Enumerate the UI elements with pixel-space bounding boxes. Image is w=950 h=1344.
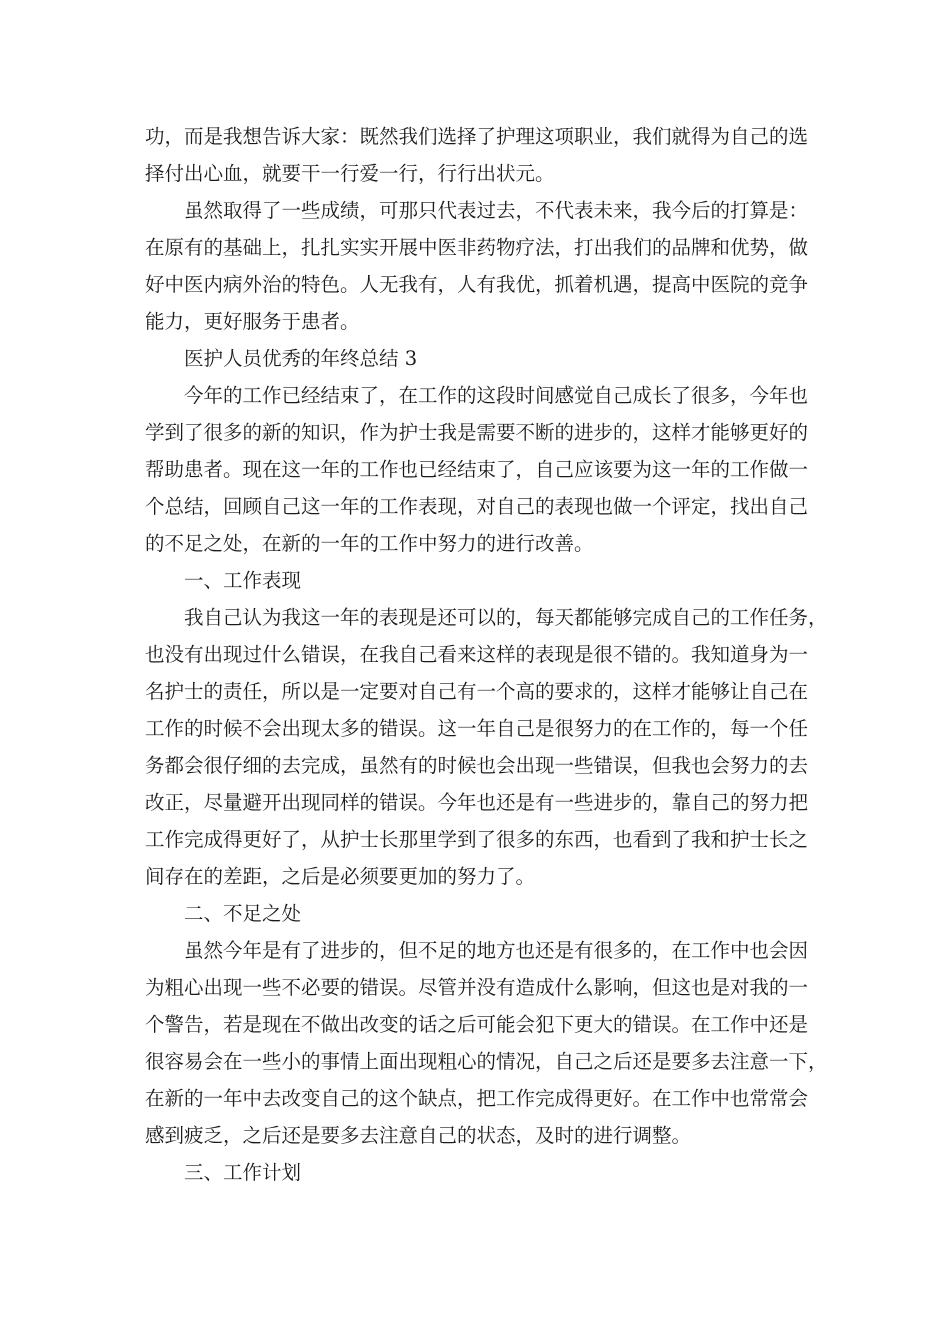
text-line: 帮助患者。现在这一年的工作也已经结束了，自己应该要为这一年的工作做一 — [145, 458, 809, 481]
text-line: 一、工作表现 — [184, 569, 302, 592]
text-line: 三、工作计划 — [184, 1161, 302, 1184]
text-line: 改正，尽量避开出现同样的错误。今年也还是有一些进步的，靠自己的努力把 — [145, 791, 809, 814]
document-body — [145, 118, 828, 1191]
text-line: 为粗心出现一些不必要的错误。尽管并没有造成什么影响，但这也是对我的一 — [145, 976, 809, 999]
text-line: 在新的一年中去改变自己的这个缺点，把工作完成得更好。在工作中也常常会 — [145, 1087, 809, 1110]
text-line: 个总结，回顾自己这一年的工作表现，对自己的表现也做一个评定，找出自己 — [145, 495, 809, 518]
text-line: 也没有出现过什么错误，在我自己看来这样的表现是很不错的。我知道身为一 — [145, 643, 809, 666]
text-line: 务都会很仔细的去完成，虽然有的时候也会出现一些错误，但我也会努力的去 — [145, 754, 809, 777]
text-line: 间存在的差距，之后是必须要更加的努力了。 — [145, 865, 536, 888]
text-line: 很容易会在一些小的事情上面出现粗心的情况，自己之后还是要多去注意一下， — [145, 1050, 828, 1073]
text-line: 在原有的基础上，扎扎实实开展中医非药物疗法，打出我们的品牌和优势，做 — [145, 236, 809, 259]
text-line: 好中医内病外治的特色。人无我有，人有我优，抓着机遇，提高中医院的竞争 — [145, 273, 809, 296]
text-line: 个警告，若是现在不做出改变的话之后可能会犯下更大的错误。在工作中还是 — [145, 1013, 809, 1036]
text-line: 感到疲乏，之后还是要多去注意自己的状态，及时的进行调整。 — [145, 1124, 692, 1147]
text-line: 我自己认为我这一年的表现是还可以的，每天都能够完成自己的工作任务， — [184, 606, 828, 629]
text-line: 功，而是我想告诉大家：既然我们选择了护理这项职业，我们就得为自己的选 — [145, 125, 809, 148]
text-line: 能力，更好服务于患者。 — [145, 310, 360, 333]
text-line: 工作完成得更好了，从护士长那里学到了很多的东西，也看到了我和护士长之 — [145, 828, 809, 851]
text-line: 学到了很多的新的知识，作为护士我是需要不断的进步的，这样才能够更好的 — [145, 421, 809, 444]
text-line: 今年的工作已经结束了，在工作的这段时间感觉自己成长了很多，今年也 — [184, 384, 809, 407]
text-line: 虽然今年是有了进步的，但不足的地方也还是有很多的，在工作中也会因 — [184, 939, 809, 962]
text-line: 的不足之处，在新的一年的工作中努力的进行改善。 — [145, 532, 594, 555]
text-line: 择付出心血，就要干一行爱一行，行行出状元。 — [145, 162, 555, 185]
text-line: 虽然取得了一些成绩，可那只代表过去，不代表未来，我今后的打算是： — [184, 199, 809, 222]
text-line: 名护士的责任，所以是一定要对自己有一个高的要求的，这样才能够让自己在 — [145, 680, 809, 703]
text-line: 工作的时候不会出现太多的错误。这一年自己是很努力的在工作的，每一个任 — [145, 717, 809, 740]
text-line: 医护人员优秀的年终总结 3 — [184, 347, 418, 370]
text-line: 二、不足之处 — [184, 902, 302, 925]
